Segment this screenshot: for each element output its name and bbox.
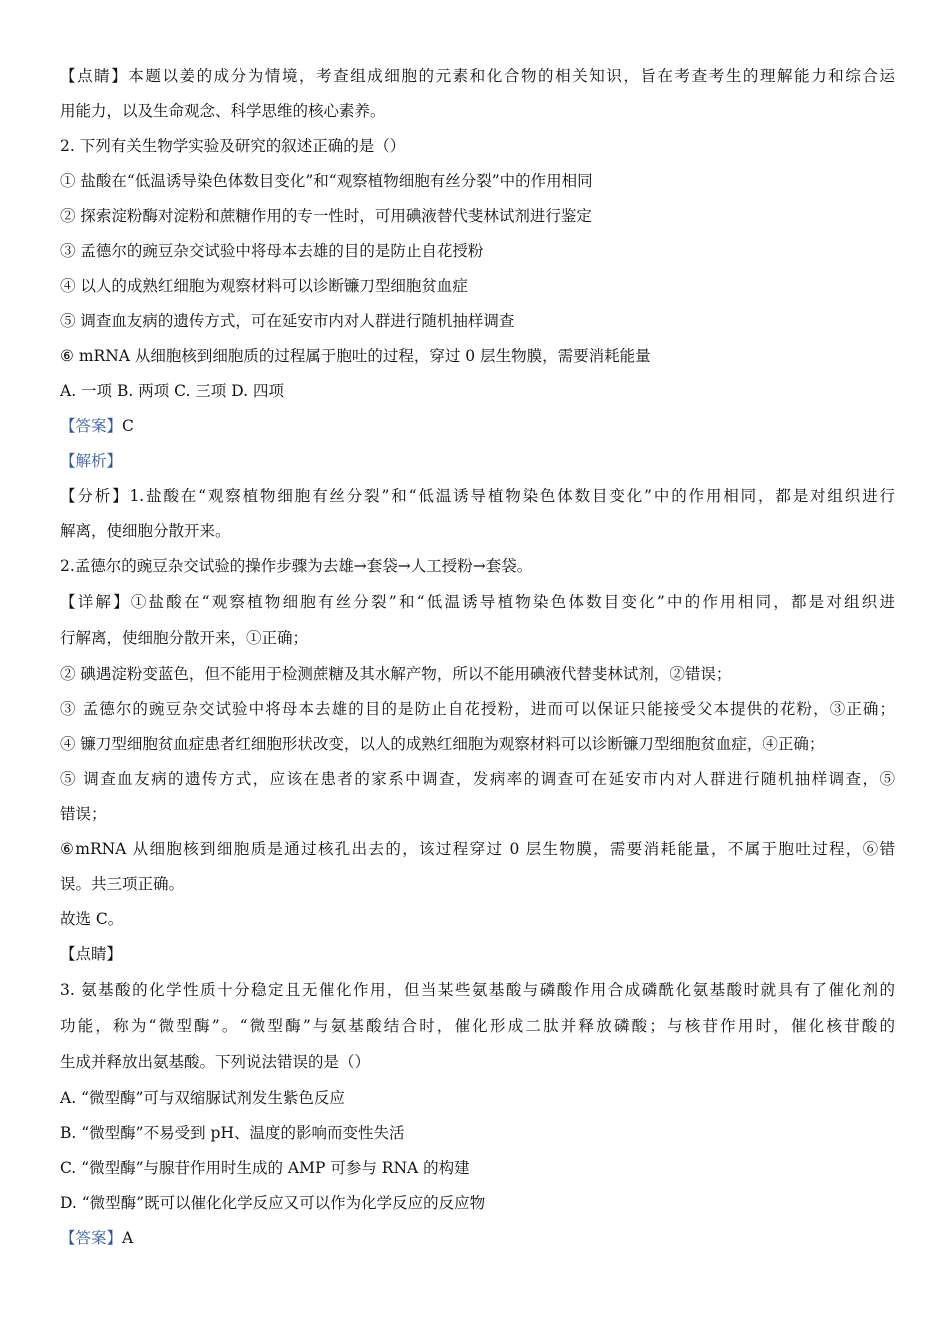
q3-stem-line2: 功能，称为“微型酶”。“微型酶”与氨基酸结合时，催化形成二肽并释放磷酸；与核苷作用时，催化核苷酸的 xyxy=(60,1017,895,1035)
q2-xiangjie-line4: ③ 孟德尔的豌豆杂交试验中将母本去雄的目的是防止自花授粉，进而可以保证只能接受父本提供的花粉，③正确； xyxy=(60,700,895,718)
q3-option-a: A. “微型酶”可与双缩脲试剂发生紫色反应 xyxy=(60,1089,345,1107)
q1-dianjing-line1 xyxy=(60,66,895,86)
q2-xiangjie-line9: 误。共三项正确。 xyxy=(60,875,185,893)
q2-jiexi-label: 【解析】 xyxy=(60,452,123,470)
q2-xiangjie-line6: ⑤ 调查血友病的遗传方式，应该在患者的家系中调查，发病率的调查可在延安市内对人群进行随机抽样调查，⑤ xyxy=(60,770,895,788)
q2-fenxi-line1 xyxy=(60,486,895,506)
q2-xiangjie-line3: ② 碘遇淀粉变蓝色，但不能用于检测蔗糖及其水解产物，所以不能用碘液代替斐林试剂，②错误； xyxy=(60,665,732,683)
q3-answer-value: A xyxy=(122,1229,134,1247)
q3-stem-line3: 生成并释放出氨基酸。下列说法错误的是（） xyxy=(60,1053,371,1071)
q2-fenxi-label: 【分析】 xyxy=(60,487,130,505)
q2-xiangjie-line8: ⑥mRNA 从细胞核到细胞质是通过核孔出去的，该过程穿过 0 层生物膜，需要消耗能量，不属于胞吐过程，⑥错 xyxy=(60,840,895,858)
q2-item-6: ⑥ mRNA 从细胞核到细胞质的过程属于胞吐的过程，穿过 0 层生物膜，需要消耗能量 xyxy=(60,347,651,365)
q3-answer xyxy=(60,1228,895,1248)
q2-options: A. 一项 B. 两项 C. 三项 D. 四项 xyxy=(60,382,284,400)
q2-answer-value: C xyxy=(122,417,134,435)
q1-dianjing-text: 本题以姜的成分为情境，考查组成细胞的元素和化合物的相关知识，旨在考查考生的理解能力和综合运 xyxy=(128,67,895,85)
q2-item-4: ④ 以人的成熟红细胞为观察材料可以诊断镰刀型细胞贫血症 xyxy=(60,277,468,295)
q1-dianjing-line2: 用能力，以及生命观念、科学思维的核心素养。 xyxy=(60,102,386,120)
q3-option-c: C. “微型酶”与腺苷作用时生成的 AMP 可参与 RNA 的构建 xyxy=(60,1159,470,1177)
q2-item-5: ⑤ 调查血友病的遗传方式，可在延安市内对人群进行随机抽样调查 xyxy=(60,312,515,330)
q2-item-1: ① 盐酸在“低温诱导染色体数目变化”和“观察植物细胞有丝分裂”中的作用相同 xyxy=(60,172,593,190)
q2-answer xyxy=(60,416,895,436)
q2-xiangjie-text: ①盐酸在“观察植物细胞有丝分裂”和“低温诱导植物染色体数目变化”中的作用相同，都是对组织进 xyxy=(130,593,895,611)
q3-stem-line1: 3. 氨基酸的化学性质十分稳定且无催化作用，但当某些氨基酸与磷酸作用合成磷酰化氨基酸时就具有了催化剂的 xyxy=(60,981,895,999)
q2-item-2: ② 探索淀粉酶对淀粉和蔗糖作用的专一性时，可用碘液替代斐林试剂进行鉴定 xyxy=(60,207,592,225)
q2-answer-label: 【答案】 xyxy=(60,417,123,435)
q2-conclusion: 故选 C。 xyxy=(60,910,124,928)
q2-xiangjie-line2: 行解离，使细胞分散开来，①正确； xyxy=(60,629,309,647)
q3-option-b: B. “微型酶”不易受到 pH、温度的影响而变性失活 xyxy=(60,1124,405,1142)
q2-xiangjie-line1 xyxy=(60,592,895,612)
q2-item-3: ③ 孟德尔的豌豆杂交试验中将母本去雄的目的是防止自花授粉 xyxy=(60,242,484,260)
q2-xiangjie-label: 【详解】 xyxy=(60,593,131,611)
q2-stem: 2. 下列有关生物学实验及研究的叙述正确的是（） xyxy=(60,137,406,155)
q2-xiangjie-line5: ④ 镰刀型细胞贫血症患者红细胞形状改变，以人的成熟红细胞为观察材料可以诊断镰刀型细胞贫血症，④正确； xyxy=(60,735,825,753)
q2-fenxi-text: 1.盐酸在“观察植物细胞有丝分裂”和“低温诱导植物染色体数目变化”中的作用相同，都是对组织进行 xyxy=(129,487,895,505)
q2-xiangjie-line7: 错误； xyxy=(60,805,107,823)
q3-option-d: D. “微型酶”既可以催化化学反应又可以作为化学反应的反应物 xyxy=(60,1194,486,1212)
q2-fenxi-line2: 解离，使细胞分散开来。 xyxy=(60,522,231,540)
q3-answer-label: 【答案】 xyxy=(60,1229,123,1247)
q2-dianjing-label: 【点睛】 xyxy=(60,945,123,963)
q1-dianjing-label: 【点睛】 xyxy=(60,67,129,85)
q2-fenxi-line3: 2.孟德尔的豌豆杂交试验的操作步骤为去雄→套袋→人工授粉→套袋。 xyxy=(60,557,533,575)
